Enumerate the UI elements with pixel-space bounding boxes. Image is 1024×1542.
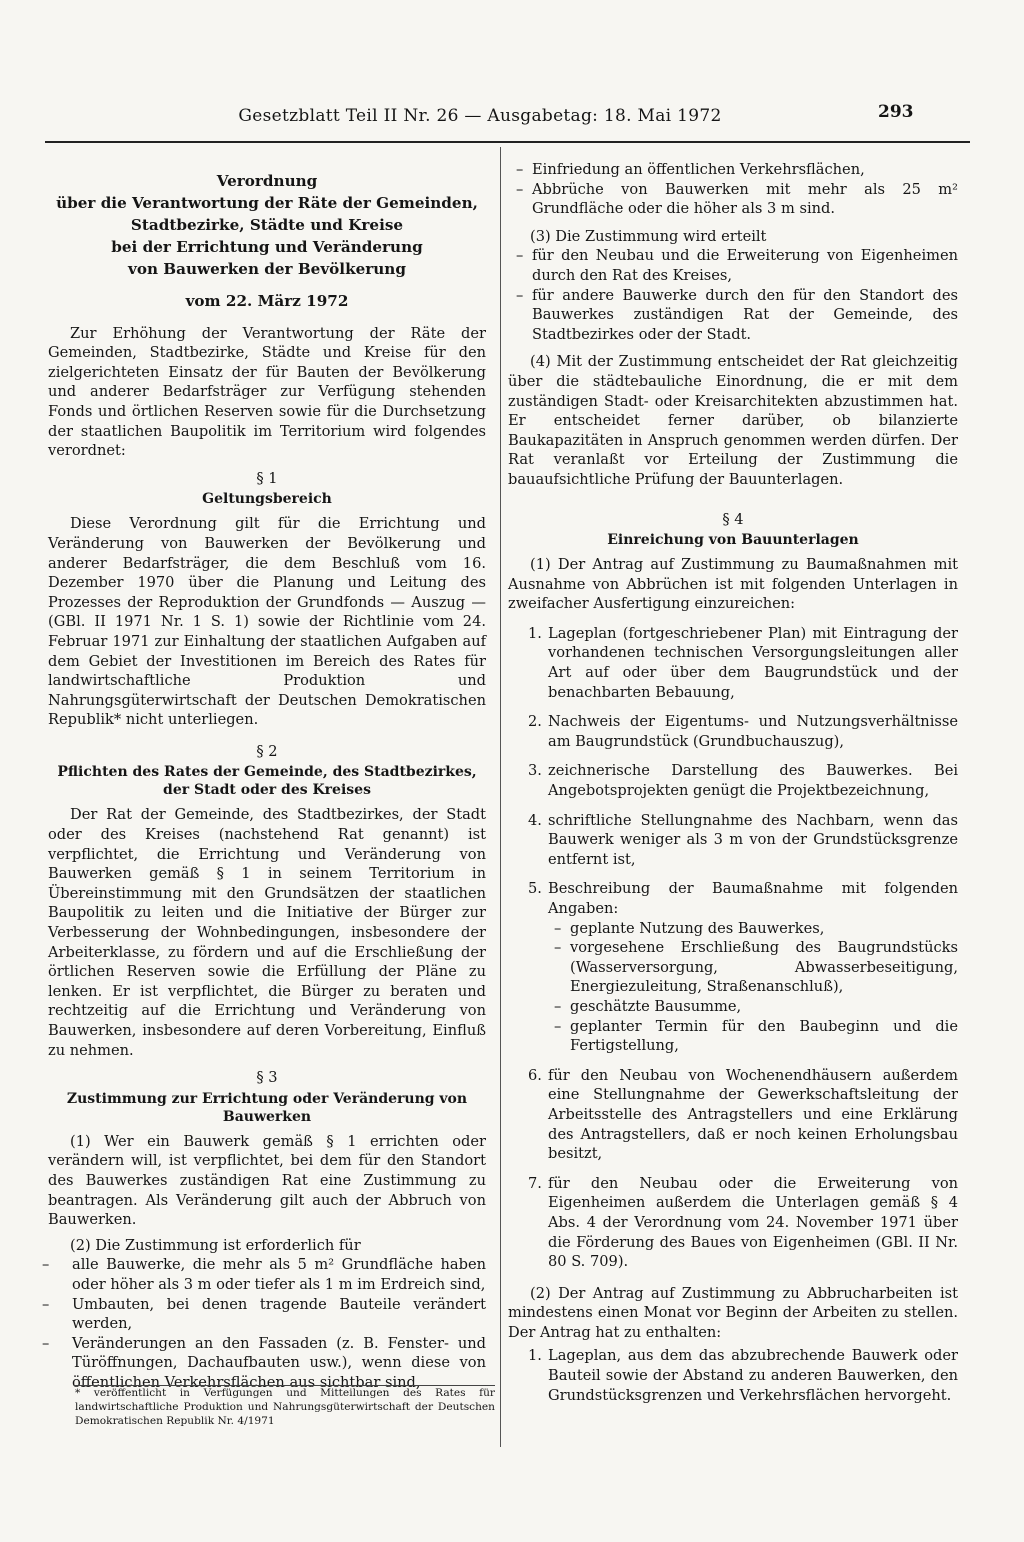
list-item: – für den Neubau und die Erweiterung von Eigenheimen durch den Rat des Kreises, <box>508 246 958 285</box>
numbered-item: 2. Nachweis der Eigentums- und Nutzungsverhältnisse am Baugrundstück (Grundbuchauszug), <box>528 713 958 750</box>
list-item: – alle Bauwerke, die mehr als 5 m² Grundfläche haben oder höher als 3 m oder tiefer als 1 m im Erdreich sind, <box>48 1255 486 1294</box>
ordinance-title-line: über die Verantwortung der Räte der Gemeinden, <box>56 194 478 212</box>
gazette-title: Gesetzblatt Teil II Nr. 26 — Ausgabetag: 18. Mai 1972 <box>238 106 722 126</box>
list-item: – für andere Bauwerke durch den für den Standort des Bauwerkes zuständigen Rat der Gemeinde, des Stadtbezirkes oder der Stadt. <box>508 286 958 345</box>
ordinance-title-line: Verordnung <box>216 172 318 190</box>
sub-item: – geschätzte Bausumme, <box>548 997 958 1017</box>
list-item: – Einfriedung an öffentlichen Verkehrsflächen, <box>508 160 958 180</box>
list-item: – Veränderungen an den Fassaden (z. B. Fenster- und Türöffnungen, Dachaufbauten usw.), wenn diese von öffentlichen Verkehrsflächen aus sichtbar sind, <box>48 1334 486 1393</box>
preamble: Zur Erhöhung der Verantwortung der Räte der Gemeinden, Stadtbezirke, Städte und Kreise für den zielgerichteten Einsatz der für Bauten der Bevölkerung und anderer Bedarfsträger zur Verfügung stehenden Fonds und örtlichen Reserven sowie für die Durchsetzung der staatlichen Baupolitik im Territorium wird folgendes verordnet: <box>48 324 486 460</box>
numbered-item: 5. Beschreibung der Baumaßnahme mit folgenden Angaben: – geplante Nutzung des Bauwerkes, – vorgesehene Erschließung des Baugrundstücks (Wasserversorgung, Abwasserbeseitigung, Energiezuleitung, Straßenanschluß), – geschätzte Bausumme, – geplanter Termin für den Baubeginn und die Fertigstellung, <box>508 879 958 1055</box>
left-column <box>48 160 486 1393</box>
paragraph: (1) Der Antrag auf Zustimmung zu Baumaßnahmen mit Ausnahme von Abbrüchen ist mit folgenden Unterlagen in zweifacher Ausfertigung einzureichen: <box>508 556 958 613</box>
section-number: § 2 <box>256 742 278 760</box>
section-number: § 4 <box>722 510 744 528</box>
ordinance-title-line: von Bauwerken der Bevölkerung <box>128 260 406 278</box>
numbered-item: 1. Lageplan (fortgeschriebener Plan) mit Eintragung der vorhandenen technischen Versorgungsleitungen aller Art auf oder über dem Baugrundstück und der benachbarten Bebauung, <box>528 624 958 701</box>
ordinance-title <box>48 170 486 280</box>
sub-item: – geplante Nutzung des Bauwerkes, <box>548 919 958 939</box>
paragraph: (2) Die Zustimmung ist erforderlich für <box>70 1236 361 1254</box>
numbered-item: 4. schriftliche Stellungnahme des Nachbarn, wenn das Bauwerk weniger als 3 m von der Grundstücksgrenze entfernt ist, <box>528 811 958 868</box>
page-number: 293 <box>878 102 914 122</box>
section-number: § 1 <box>256 469 278 487</box>
section-heading: Zustimmung zur Errichtung oder Veränderung von Bauwerken <box>66 1090 468 1125</box>
section-heading: Einreichung von Bauunterlagen <box>607 532 859 549</box>
section-heading: Geltungsbereich <box>202 491 332 508</box>
paragraph: (4) Mit der Zustimmung entscheidet der Rat gleichzeitig über die städtebauliche Einordnung, die er mit dem zuständigen Stadt- oder Kreisarchitekten abzustimmen hat. Er entscheidet ferner darüber, ob bilanzierte Baukapazitäten in Anspruch genommen werden dürfen. Der Rat veranlaßt vor Erteilung der Zustimmung die bauaufsichtliche Prüfung der Bauunterlagen. <box>508 353 958 488</box>
paragraph: (1) Wer ein Bauwerk gemäß § 1 errichten oder verändern will, ist verpflichtet, bei dem für den Standort des Bauwerkes zuständigen Rat eine Zustimmung zu beantragen. Als Veränderung gilt auch der Abbruch von Bauwerken. <box>48 1132 486 1229</box>
section-text: Diese Verordnung gilt für die Errichtung und Veränderung von Bauwerken der Bevölkerung und anderer Bedarfsträger, die dem Beschluß vom 16. Dezember 1970 über die Planung und Leitung des Prozesses der Reproduktion der Grundfonds — Auszug — (GBl. II 1971 Nr. 1 S. 1) sowie der Richtlinie vom 24. Februar 1971 zur Einhaltung der staatlichen Aufgaben auf dem Gebiet der Investitionen im Bereich des Rates für landwirtschaftliche Produktion und Nahrungsgüterwirtschaft der Deutschen Demokratischen Republik* nicht unterliegen. <box>48 515 486 729</box>
sub-item: – geplanter Termin für den Baubeginn und die Fertigstellung, <box>548 1017 958 1056</box>
sub-item: – vorgesehene Erschließung des Baugrundstücks (Wasserversorgung, Abwasserbeseitigung, Energiezuleitung, Straßenanschluß), <box>548 938 958 997</box>
numbered-item: 3. zeichnerische Darstellung des Bauwerkes. Bei Angebotsprojekten genügt die Projektbezeichnung, <box>528 762 958 800</box>
header-rule <box>45 141 970 143</box>
column-divider <box>500 147 501 1447</box>
ordinance-title-line: bei der Errichtung und Veränderung <box>111 238 423 256</box>
right-column <box>508 160 958 1405</box>
page-header <box>0 100 1024 140</box>
section-heading: Pflichten des Rates der Gemeinde, des Stadtbezirkes, der Stadt oder des Kreises <box>57 764 477 799</box>
paragraph: (3) Die Zustimmung wird erteilt <box>530 227 767 245</box>
ordinance-title-line: Stadtbezirke, Städte und Kreise <box>130 216 404 234</box>
footnote: * veröffentlicht in Verfügungen und Mitteilungen des Rates für landwirtschaftliche Produktion und Nahrungsgüterwirtschaft der Deutschen Demokratischen Republik Nr. 4/1971 <box>75 1387 495 1427</box>
list-item: – Abbrüche von Bauwerken mit mehr als 25 m² Grundfläche oder die höher als 3 m sind. <box>508 180 958 219</box>
paragraph: (2) Der Antrag auf Zustimmung zu Abbrucharbeiten ist mindestens einen Monat vor Beginn der Arbeiten zu stellen. Der Antrag hat zu enthalten: <box>508 1284 958 1341</box>
section-number: § 3 <box>256 1069 278 1087</box>
list-item: – Umbauten, bei denen tragende Bauteile verändert werden, <box>48 1295 486 1334</box>
numbered-item: 1. Lageplan, aus dem das abzubrechende Bauwerk oder Bauteil sowie der Abstand zu anderen Bauwerken, den Grundstücksgrenzen und Verkehrsflächen hervorgeht. <box>528 1347 958 1404</box>
numbered-item: 6. für den Neubau von Wochenendhäusern außerdem eine Stellungnahme der Gewerkschaftsleitung der Arbeitsstelle des Antragstellers und eine Erklärung des Antragstellers, daß er noch keinen Erholungsbau besitzt, <box>528 1066 958 1163</box>
section-text: Der Rat der Gemeinde, des Stadtbezirkes, der Stadt oder des Kreises (nachstehend Rat genannt) ist verpflichtet, die Errichtung und Veränderung von Bauwerken gemäß § 1 in seinem Territorium in Übereinstimmung mit den Grundsätzen der staatlichen Baupolitik zu leiten und die Initiative der Bürger zur Verbesserung der Wohnbedingungen, insbesondere der Arbeiterklasse, zu fördern und auf die Erschließung der örtlichen Reserven sowie die Erfüllung der Pläne zu lenken. Er ist verpflichtet, die Bürger zu beraten und rechtzeitig auf die Errichtung und Veränderung von Bauwerken, insbesondere auf deren Vorbereitung, Einfluß zu nehmen. <box>48 806 486 1059</box>
ordinance-date: vom 22. März 1972 <box>185 292 349 310</box>
numbered-item: 7. für den Neubau oder die Erweiterung von Eigenheimen außerdem die Unterlagen gemäß § 4 Abs. 4 der Verordnung vom 24. November 1971 über die Förderung des Baues von Eigenheimen (GBl. II Nr. 80 S. 709). <box>528 1174 958 1271</box>
